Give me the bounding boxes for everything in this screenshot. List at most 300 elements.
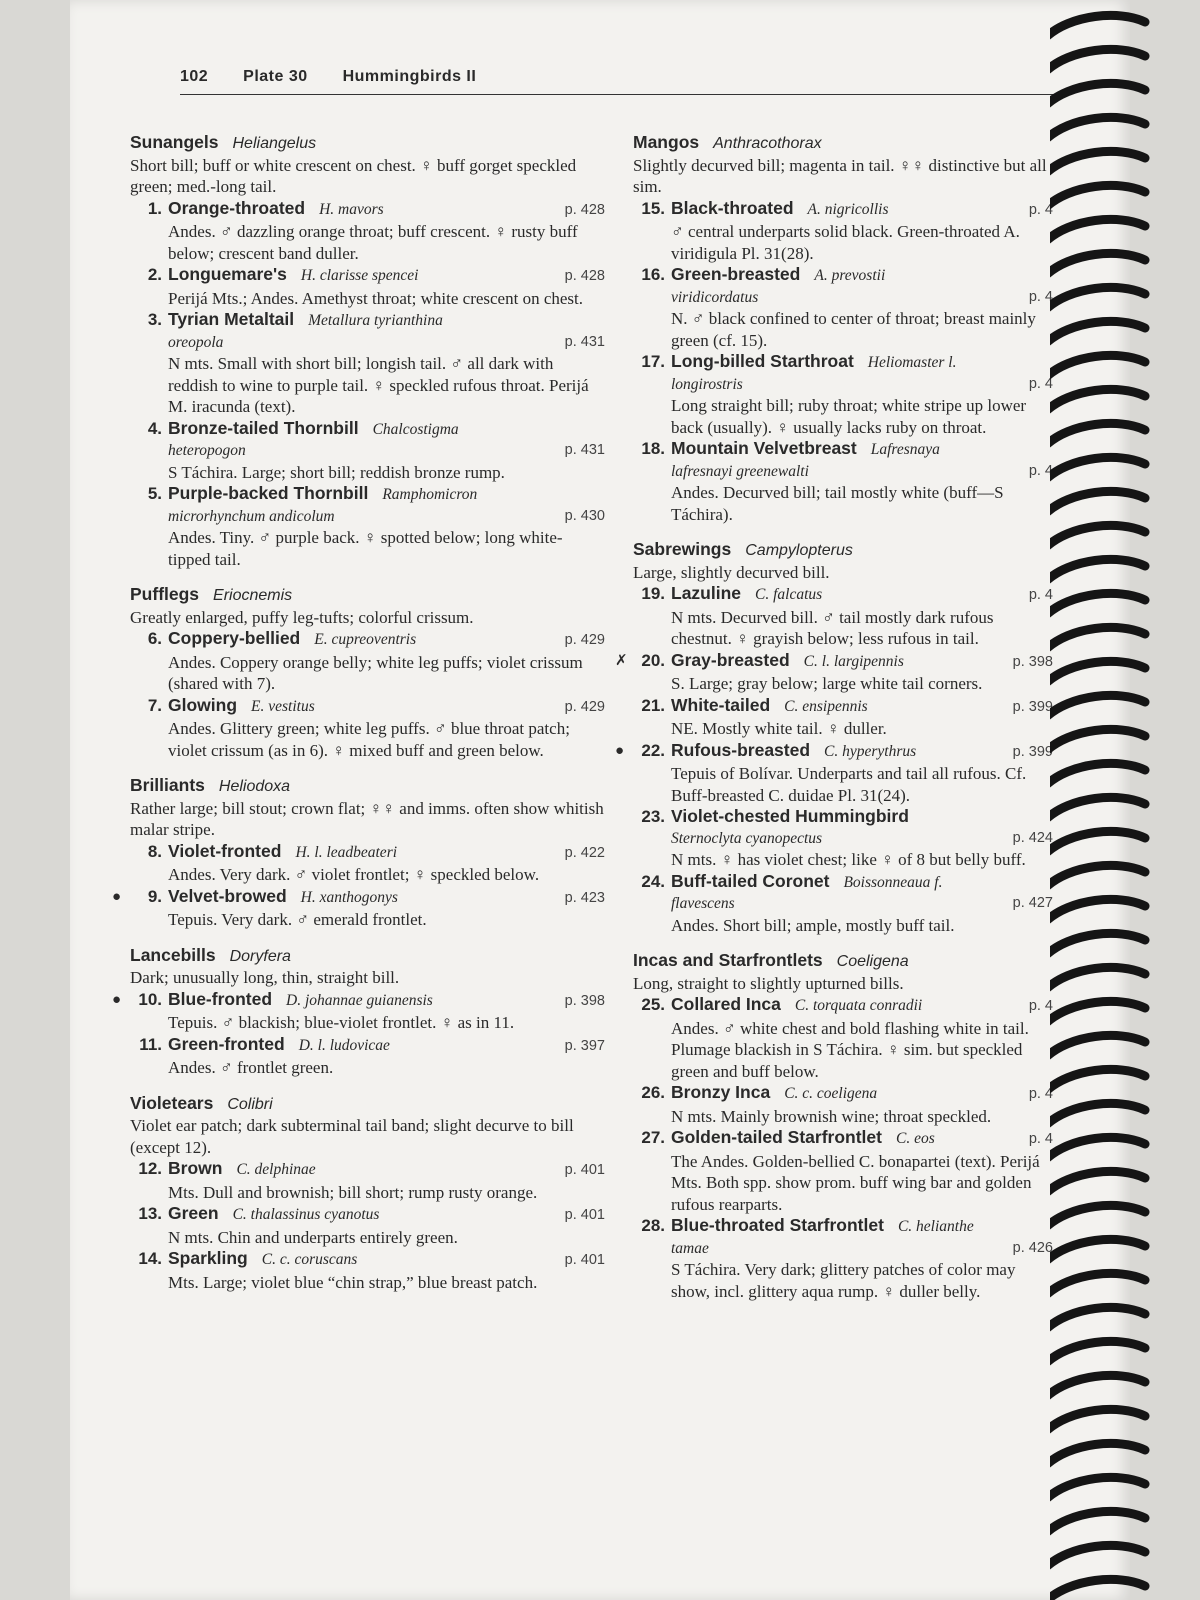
- species-name: Tyrian Metaltail: [168, 309, 295, 329]
- page-reference: p. 398: [564, 992, 605, 1009]
- species-entry: [633, 198, 1053, 265]
- species-number: 16.: [641, 265, 665, 284]
- species-entry: [633, 695, 1053, 740]
- species-heading: [633, 264, 1053, 287]
- species-name: Longuemare's: [168, 264, 287, 284]
- binding-ring: [1050, 627, 1145, 650]
- scientific-name: H. mavors: [319, 200, 384, 218]
- binding-ring: [1050, 525, 1145, 548]
- binding-ring: [1050, 593, 1145, 616]
- page-reference: p. 427: [1012, 895, 1053, 911]
- species-name: Violet-chested Hummingbird: [671, 806, 909, 826]
- species-entry: [130, 483, 605, 570]
- binding-ring: [1050, 287, 1145, 310]
- species-heading: [130, 628, 605, 652]
- species-description: S Táchira. Very dark; glittery patches of color may show, incl. glittery aqua rump. ♀ duller belly.: [671, 1260, 1016, 1301]
- page-reference: p. 401: [564, 1207, 605, 1223]
- species-number: 14.: [138, 1249, 162, 1268]
- binding-ring: [1050, 1273, 1145, 1296]
- species-heading: [633, 198, 1053, 222]
- species-name: Velvet-browed: [168, 885, 287, 906]
- species-entry: [633, 264, 1053, 351]
- binding-ring: [1050, 1579, 1145, 1600]
- species-name: Green-fronted: [168, 1033, 285, 1054]
- binding-ring: [1050, 1001, 1145, 1024]
- plate-label: Plate 30: [243, 68, 308, 85]
- species-description: Andes. Coppery orange belly; white leg puffs; violet crissum (shared with 7).: [168, 652, 583, 693]
- species-description: The Andes. Golden-bellied C. bonapartei (text). Perijá Mts. Both spp. show prom. buff wing bar and golden rufous rearparts.: [671, 1151, 1040, 1214]
- species-number: 19.: [641, 584, 665, 603]
- species-name: Purple-backed Thornbill: [168, 483, 369, 503]
- group-genus: Eriocnemis: [213, 587, 293, 604]
- species-heading-line2: [633, 287, 1053, 309]
- species-number: 9.: [147, 886, 162, 906]
- species-entry: [633, 994, 1053, 1082]
- species-description: Andes. Short bill; ample, mostly buff tail.: [671, 915, 955, 935]
- species-heading: [130, 695, 605, 719]
- species-entry: [615, 739, 1053, 807]
- species-name: Blue-throated Starfrontlet: [671, 1215, 884, 1235]
- species-number: 1.: [147, 198, 162, 218]
- group-description: Long, straight to slightly upturned bills.: [633, 973, 904, 993]
- species-number: 15.: [641, 198, 665, 218]
- scientific-name-cont: longirostris: [671, 375, 743, 393]
- binding-ring: [1050, 1477, 1145, 1500]
- species-number: 21.: [641, 695, 665, 715]
- species-number: 6.: [147, 629, 162, 648]
- spiral-binding: [1050, 0, 1200, 1600]
- binding-ring: [1050, 1375, 1145, 1398]
- page-header: [180, 68, 1060, 95]
- species-description: Andes. Decurved bill; tail mostly white (buff—S Táchira).: [671, 483, 1004, 524]
- group-genus: Colibri: [227, 1095, 273, 1113]
- scientific-name: Boissonneaua f.: [843, 873, 943, 891]
- group-name: Sunangels: [130, 132, 219, 152]
- group-description: Dark; unusually long, thin, straight bill.: [130, 968, 400, 987]
- page-reference: p. 422: [564, 844, 605, 861]
- species-name: Sparkling: [168, 1248, 248, 1268]
- group-description: Slightly decurved bill; magenta in tail. ♀♀ distinctive but all sim.: [633, 155, 1047, 196]
- group-title: [130, 1093, 605, 1116]
- species-description: ♂ central underparts solid black. Green-throated A. viridigula Pl. 31(28).: [671, 222, 1020, 263]
- page-reference: p. 431: [564, 442, 605, 458]
- species-name: Black-throated: [671, 197, 794, 218]
- binding-ring: [1050, 321, 1145, 344]
- species-heading-line2: [130, 440, 605, 462]
- binding-ring: [1050, 1545, 1145, 1568]
- binding-ring: [1050, 15, 1145, 38]
- species-name: Violet-fronted: [168, 840, 282, 861]
- species-heading: [633, 650, 1053, 674]
- group-title: [130, 945, 605, 968]
- species-name: Bronzy Inca: [671, 1082, 771, 1102]
- species-number: 26.: [641, 1083, 665, 1102]
- species-heading: [130, 418, 605, 441]
- group-name: Lancebills: [130, 944, 216, 965]
- page-reference: p. 4: [1028, 1086, 1053, 1102]
- species-name: Lazuline: [671, 583, 742, 603]
- scientific-name: Ramphomicron: [382, 486, 478, 503]
- species-name: Mountain Velvetbreast: [671, 438, 857, 458]
- species-name: Buff-tailed Coronet: [671, 870, 830, 891]
- scientific-name: Chalcostigma: [372, 420, 459, 438]
- group-description: Short bill; buff or white crescent on chest. ♀ buff gorget speckled green; med.-long tail.: [130, 155, 577, 196]
- scientific-name-cont: microrhynchum andicolum: [168, 507, 335, 525]
- group-description: Violet ear patch; dark subterminal tail band; slight decurve to bill (except 12).: [130, 1116, 574, 1157]
- binding-ring: [1050, 151, 1145, 174]
- binding-ring: [1050, 389, 1145, 412]
- species-name: Blue-fronted: [168, 988, 273, 1009]
- binding-ring: [1050, 49, 1145, 72]
- group-name: Incas and Starfrontlets: [633, 950, 823, 970]
- species-heading-line2: [633, 374, 1053, 396]
- species-number: 18.: [641, 439, 665, 458]
- species-heading: [130, 1203, 605, 1227]
- species-entry: [633, 1215, 1053, 1302]
- species-description: Tepuis. Very dark. ♂ emerald frontlet.: [168, 910, 427, 929]
- species-entry: [130, 628, 605, 695]
- group-title: [130, 132, 605, 155]
- species-name: Gray-breasted: [671, 649, 790, 670]
- species-entry: [130, 309, 605, 418]
- scientific-name: C. l. largipennis: [803, 652, 904, 670]
- scientific-name: C. delphinae: [236, 1161, 316, 1178]
- page-reference: p. 401: [564, 1162, 605, 1178]
- page-reference: p. 4: [1028, 201, 1053, 218]
- species-number: 7.: [147, 695, 162, 715]
- species-number: 11.: [139, 1034, 162, 1054]
- species-number: 13.: [138, 1204, 162, 1223]
- binding-ring: [1050, 1341, 1145, 1364]
- species-entry: [130, 1248, 605, 1293]
- species-description: N mts. Decurved bill. ♂ tail mostly dark rufous chestnut. ♀ grayish below; less rufous in tail.: [671, 607, 994, 648]
- plate-title: Hummingbirds II: [342, 68, 477, 85]
- species-heading: [130, 198, 605, 222]
- species-heading: [633, 1215, 1053, 1238]
- binding-ring: [1050, 763, 1145, 786]
- species-heading: [633, 1127, 1053, 1151]
- species-description: N mts. ♀ has violet chest; like ♀ of 8 but belly buff.: [671, 850, 1026, 869]
- species-group: [633, 950, 1053, 1302]
- scientific-name: E. cupreoventris: [314, 631, 417, 648]
- page-reference: p. 426: [1012, 1239, 1053, 1256]
- species-entry: [633, 583, 1053, 650]
- binding-ring: [1050, 797, 1145, 820]
- binding-ring: [1050, 1511, 1145, 1534]
- group-genus: Doryfera: [229, 947, 291, 965]
- group-description: Rather large; bill stout; crown flat; ♀♀ and imms. often show whitish malar stripe.: [130, 798, 604, 839]
- page-reference: p. 429: [564, 632, 605, 648]
- binding-ring: [1050, 253, 1145, 276]
- species-heading: [130, 1158, 605, 1182]
- group-name: Brilliants: [130, 775, 205, 795]
- group-title: [633, 539, 1053, 562]
- species-entry: [130, 1158, 605, 1203]
- binding-ring: [1050, 831, 1145, 854]
- species-name: White-tailed: [671, 694, 771, 715]
- species-name: Brown: [168, 1158, 223, 1178]
- scientific-name: C. thalassinus cyanotus: [232, 1206, 380, 1223]
- annotation-mark: ✗: [615, 652, 628, 669]
- page-reference: p. 398: [1012, 653, 1053, 670]
- scientific-name: A. prevostii: [814, 267, 886, 284]
- binding-ring: [1050, 1103, 1145, 1126]
- binding-ring: [1050, 423, 1145, 446]
- species-name: Coppery-bellied: [168, 628, 301, 648]
- group-title: [633, 950, 1053, 973]
- species-name: Orange-throated: [168, 197, 306, 218]
- page-reference: p. 397: [564, 1037, 605, 1054]
- species-description: Mts. Dull and brownish; bill short; rump rusty orange.: [168, 1182, 538, 1202]
- binding-ring: [1050, 1205, 1145, 1228]
- binding-ring: [1050, 185, 1145, 208]
- group-name: Sabrewings: [633, 539, 732, 559]
- scientific-name-cont: lafresnayi greenewalti: [671, 462, 809, 480]
- binding-ring: [1050, 491, 1145, 514]
- page-reference: p. 4: [1028, 998, 1053, 1014]
- species-group: [112, 775, 605, 931]
- binding-ring: [1050, 899, 1145, 922]
- scientific-name: E. vestitus: [251, 697, 315, 715]
- species-entry: [130, 695, 605, 762]
- group-genus: Heliodoxa: [218, 778, 291, 795]
- page-number: 102: [180, 68, 209, 85]
- species-name: Glowing: [168, 694, 238, 715]
- binding-ring: [1050, 661, 1145, 684]
- page-reference: p. 401: [564, 1252, 605, 1268]
- annotation-mark: ●: [112, 888, 122, 905]
- species-heading: [633, 583, 1053, 607]
- scientific-name-cont: viridicordatus: [671, 288, 759, 306]
- annotation-mark: ●: [615, 742, 625, 759]
- species-heading: [130, 1248, 605, 1272]
- species-heading: [633, 806, 1053, 828]
- group-genus: Campylopterus: [745, 542, 853, 559]
- species-number: 24.: [641, 871, 665, 891]
- species-group: [633, 132, 1053, 525]
- species-heading: [633, 994, 1053, 1018]
- species-number: 12.: [138, 1159, 162, 1178]
- species-description: Andes. Very dark. ♂ violet frontlet; ♀ speckled below.: [168, 865, 540, 884]
- scientific-name: D. johannae guianensis: [286, 991, 433, 1009]
- group-title: [633, 132, 1053, 155]
- page-reference: p. 4: [1028, 587, 1053, 603]
- species-number: 27.: [641, 1128, 665, 1147]
- group-genus: Heliangelus: [232, 135, 317, 152]
- left-column: [112, 132, 605, 1307]
- species-description: N. ♂ black confined to center of throat; breast mainly green (cf. 15).: [671, 309, 1036, 350]
- species-number: 5.: [147, 484, 162, 503]
- group-title: [130, 775, 605, 798]
- species-description: Andes. Tiny. ♂ purple back. ♀ spotted below; long white-tipped tail.: [168, 528, 563, 569]
- species-description: Mts. Large; violet blue “chin strap,” blue breast patch.: [168, 1272, 538, 1292]
- species-description: Andes. ♂ frontlet green.: [168, 1058, 334, 1077]
- group-title: [130, 584, 605, 607]
- scientific-name-cont: flavescens: [671, 895, 735, 912]
- binding-ring: [1050, 1069, 1145, 1092]
- page-reference: p. 428: [564, 268, 605, 284]
- species-description: N mts. Mainly brownish wine; throat speckled.: [671, 1106, 992, 1126]
- scientific-name: C. c. coeligena: [784, 1085, 878, 1102]
- page-reference: p. 428: [564, 201, 605, 218]
- species-heading-line2: [633, 461, 1053, 483]
- species-description: Andes. Glittery green; white leg puffs. ♂ blue throat patch; violet crissum (as in 6). ♀ mixed buff and green below.: [168, 719, 570, 760]
- page-reference: p. 424: [1012, 829, 1053, 846]
- scientific-name: C. eos: [895, 1130, 935, 1147]
- binding-ring: [1050, 1137, 1145, 1160]
- species-name: Green-breasted: [671, 264, 801, 284]
- binding-ring: [1050, 967, 1145, 990]
- species-heading-line2: [130, 332, 605, 354]
- scientific-name-cont: tamae: [671, 1239, 709, 1257]
- scientific-name-cont: heteropogon: [168, 442, 246, 459]
- species-heading: [130, 309, 605, 332]
- binding-ring: [1050, 695, 1145, 718]
- binding-ring: [1050, 559, 1145, 582]
- species-name: Golden-tailed Starfrontlet: [671, 1127, 882, 1147]
- species-group: [130, 584, 605, 761]
- species-entry: [130, 198, 605, 265]
- binding-ring: [1050, 117, 1145, 140]
- species-name: Collared Inca: [671, 994, 781, 1014]
- page-reference: p. 431: [564, 333, 605, 350]
- species-group: [615, 539, 1053, 936]
- scientific-name-cont: Sternoclyta cyanopectus: [671, 829, 823, 847]
- scientific-name: H. l. leadbeateri: [295, 843, 398, 861]
- species-group: [112, 944, 605, 1079]
- species-number: 23.: [641, 807, 665, 826]
- species-number: 28.: [641, 1216, 665, 1235]
- right-column: [615, 132, 1053, 1316]
- scientific-name: D. l. ludovicae: [298, 1036, 390, 1054]
- species-entry: [130, 841, 605, 886]
- species-name: Green: [168, 1203, 219, 1223]
- scientific-name: Metallura tyrianthina: [308, 312, 443, 329]
- scientific-name: Lafresnaya: [870, 441, 940, 458]
- binding-ring: [1050, 83, 1145, 106]
- binding-ring: [1050, 457, 1145, 480]
- group-name: Pufflegs: [130, 584, 200, 604]
- binding-ring: [1050, 1409, 1145, 1432]
- page-reference: p. 4: [1028, 375, 1053, 392]
- binding-ring: [1050, 1239, 1145, 1262]
- scientific-name: A. nigricollis: [807, 200, 889, 218]
- binding-ring: [1050, 1171, 1145, 1194]
- species-entry: [130, 418, 605, 484]
- species-number: 8.: [147, 841, 162, 861]
- scientific-name-cont: oreopola: [168, 333, 224, 351]
- species-group: [130, 132, 605, 570]
- species-description: Tepuis. ♂ blackish; blue-violet frontlet. ♀ as in 11.: [168, 1013, 515, 1032]
- scientific-name: C. c. coruscans: [261, 1251, 358, 1268]
- species-heading: [130, 989, 605, 1013]
- scientific-name: H. clarisse spencei: [300, 267, 419, 284]
- species-description: NE. Mostly white tail. ♀ duller.: [671, 719, 887, 738]
- binding-ring: [1050, 729, 1145, 752]
- species-entry: [633, 806, 1053, 871]
- species-description: Perijá Mts.; Andes. Amethyst throat; white crescent on chest.: [168, 288, 584, 308]
- species-description: Andes. ♂ white chest and bold flashing white in tail. Plumage blackish in S Táchira. ♀ sim. but speckled green and buff below.: [671, 1018, 1029, 1081]
- species-heading: [130, 264, 605, 288]
- page-reference: p. 429: [564, 698, 605, 715]
- binding-ring: [1050, 355, 1145, 378]
- species-heading-line2: [633, 893, 1053, 915]
- species-entry: [633, 1127, 1053, 1215]
- species-number: 2.: [147, 265, 162, 284]
- scientific-name: C. hyperythrus: [824, 742, 917, 760]
- species-number: 4.: [147, 418, 162, 438]
- binding-ring: [1050, 1443, 1145, 1466]
- species-description: Tepuis of Bolívar. Underparts and tail all rufous. Cf. Buff-breasted C. duidae Pl. 31(24).: [671, 764, 1027, 805]
- species-description: Long straight bill; ruby throat; white stripe up lower back (usually). ♀ usually lacks ruby on throat.: [671, 396, 1027, 437]
- species-heading: [130, 886, 605, 910]
- group-genus: Anthracothorax: [713, 135, 822, 152]
- species-description: Andes. ♂ dazzling orange throat; buff crescent. ♀ rusty buff below; crescent band duller.: [168, 222, 578, 263]
- species-heading: [633, 351, 1053, 374]
- scientific-name: C. ensipennis: [784, 697, 868, 715]
- species-heading-line2: [633, 828, 1053, 850]
- species-heading: [633, 695, 1053, 719]
- species-number: 20.: [641, 650, 665, 670]
- species-name: Long-billed Starthroat: [671, 351, 854, 371]
- group-genus: Coeligena: [836, 953, 909, 970]
- annotation-mark: ●: [112, 991, 122, 1008]
- group-name: Violetears: [130, 1092, 214, 1113]
- species-name: Rufous-breasted: [671, 739, 811, 760]
- species-name: Bronze-tailed Thornbill: [168, 417, 359, 438]
- page-reference: p. 4: [1028, 1131, 1053, 1147]
- species-heading: [130, 1034, 605, 1058]
- group-description: Large, slightly decurved bill.: [633, 562, 830, 582]
- species-entry: [633, 871, 1053, 937]
- group-description: Greatly enlarged, puffy leg-tufts; colorful crissum.: [130, 607, 474, 627]
- species-entry: [130, 264, 605, 309]
- species-number: 17.: [641, 352, 665, 371]
- species-entry: [130, 1034, 605, 1079]
- species-entry: [633, 438, 1053, 525]
- species-heading-line2: [633, 1238, 1053, 1260]
- species-heading: [130, 483, 605, 506]
- species-entry: [130, 1203, 605, 1248]
- species-entry: [112, 988, 605, 1034]
- scientific-name: C. helianthe: [897, 1218, 974, 1235]
- binding-ring: [1050, 1035, 1145, 1058]
- species-heading: [130, 841, 605, 865]
- species-description: S. Large; gray below; large white tail corners.: [671, 674, 983, 693]
- page-reference: p. 4: [1028, 288, 1053, 305]
- species-entry: [633, 351, 1053, 438]
- species-number: 25.: [641, 995, 665, 1014]
- species-entry: [112, 885, 605, 931]
- page-reference: p. 430: [564, 507, 605, 524]
- scientific-name: C. torquata conradii: [794, 997, 923, 1014]
- species-heading-line2: [130, 506, 605, 528]
- binding-ring: [1050, 933, 1145, 956]
- species-entry: [615, 649, 1053, 695]
- species-description: N mts. Small with short bill; longish tail. ♂ all dark with reddish to wine to purple tail. ♀ speckled rufous throat. Perijá M. iracunda (text).: [168, 354, 589, 416]
- binding-ring: [1050, 865, 1145, 888]
- species-description: S Táchira. Large; short bill; reddish bronze rump.: [168, 462, 505, 482]
- species-heading: [633, 740, 1053, 764]
- scientific-name: H. xanthogonys: [300, 888, 398, 906]
- species-entry: [633, 1082, 1053, 1127]
- page-reference: p. 423: [564, 889, 605, 906]
- page-reference: p. 4: [1028, 462, 1053, 479]
- species-number: 22.: [641, 740, 665, 760]
- binding-ring: [1050, 1307, 1145, 1330]
- scientific-name: C. falcatus: [755, 586, 823, 603]
- species-heading: [633, 871, 1053, 894]
